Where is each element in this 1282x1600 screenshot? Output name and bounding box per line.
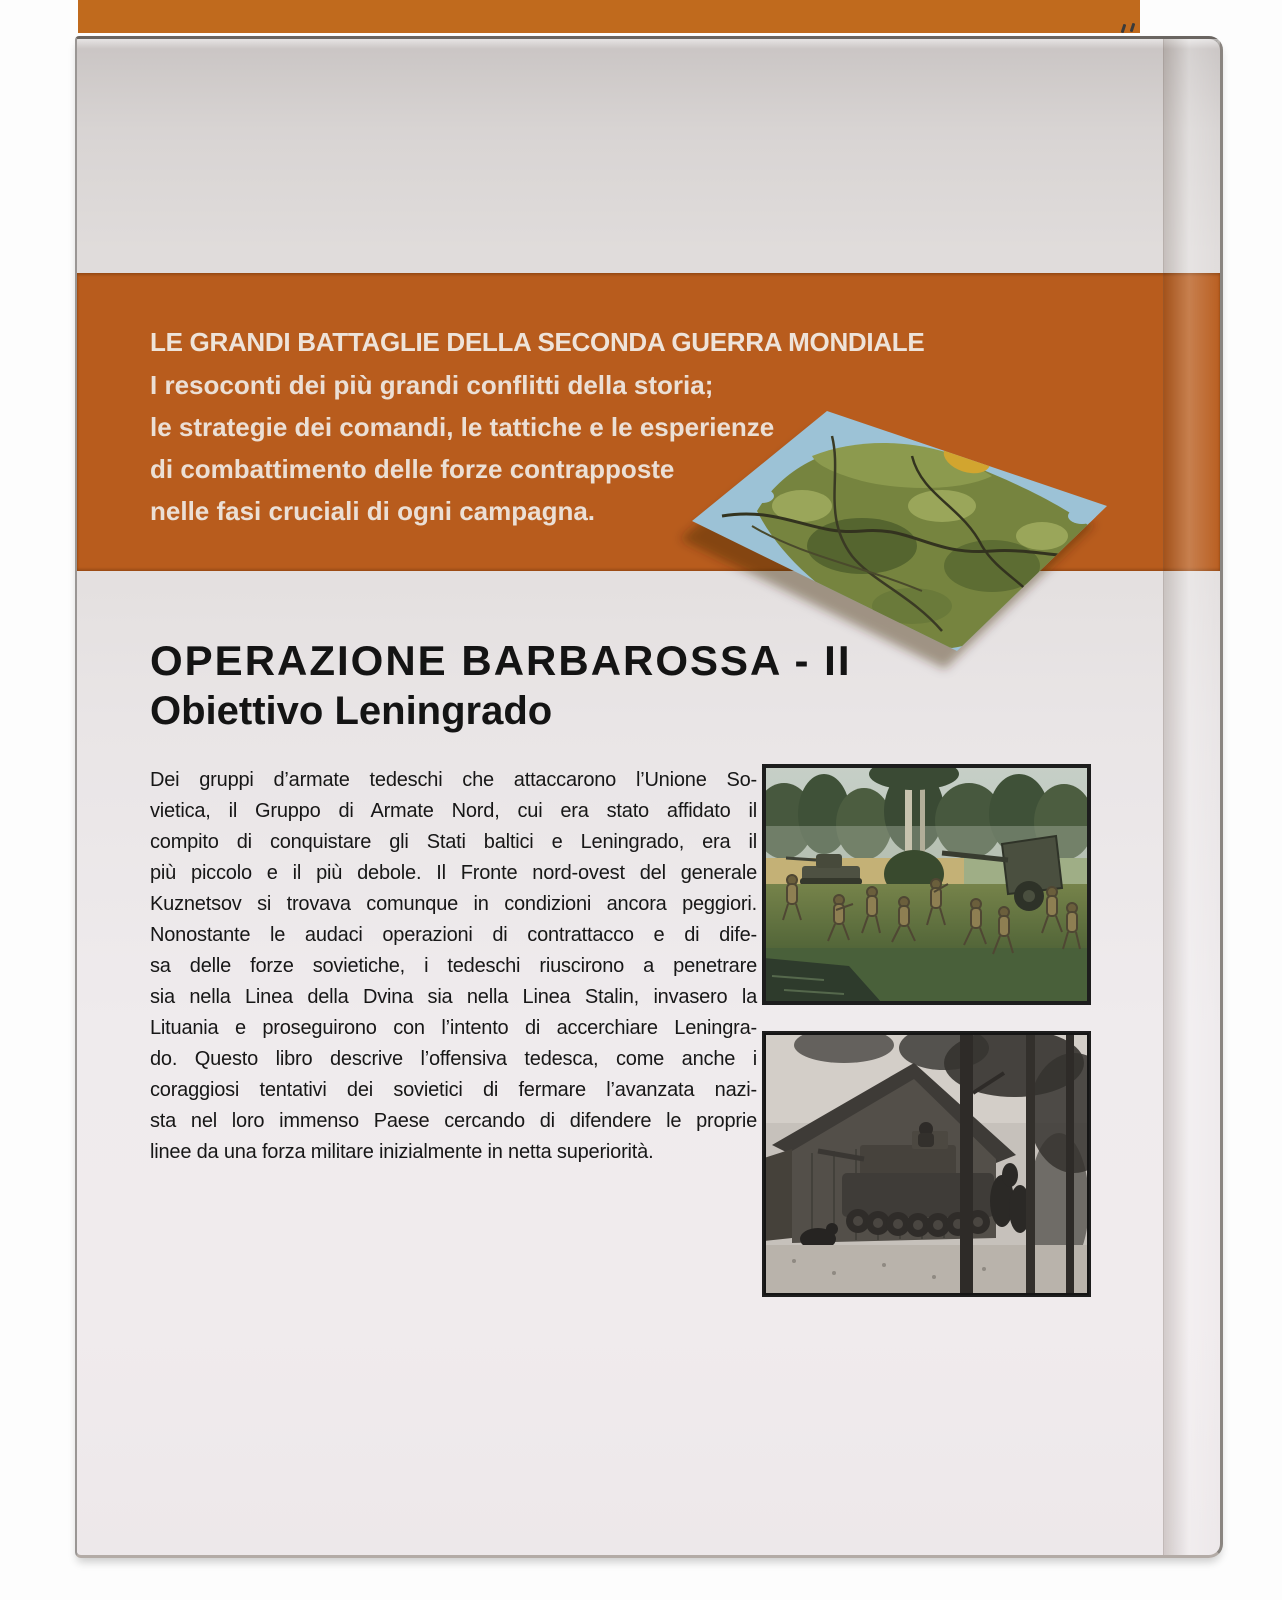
book-back-cover xyxy=(75,36,1223,1558)
tree-trunk xyxy=(1026,1033,1035,1295)
book-title: OPERAZIONE BARBAROSSA - II xyxy=(150,637,852,684)
tank-photograph xyxy=(762,1031,1091,1297)
terrain-map-illustration xyxy=(662,396,1142,696)
blurb-line: sta nel loro immenso Paese cercando di difendere le proprie xyxy=(150,1110,757,1132)
blurb-line: sa delle forze sovietiche, i tedeschi riuscirono a penetrare xyxy=(150,955,757,977)
blurb-line: compito di conquistare gli Stati baltici e Leningrado, era il xyxy=(150,831,757,853)
blurb-line: coraggiosi tentativi dei sovietici di fermare l’avanzata nazi- xyxy=(150,1079,757,1101)
tree-trunk xyxy=(1066,1033,1074,1295)
blurb-line: vietica, il Gruppo di Armate Nord, cui era stato affidato il xyxy=(150,800,757,822)
blurb-line: Dei gruppi d’armate tedeschi che attaccarono l’Unione So- xyxy=(150,769,757,791)
banner-tagline-line: di combattimento delle forze contrapposte xyxy=(150,454,675,484)
banner-tagline-line: I resoconti dei più grandi conflitti della storia; xyxy=(150,370,714,400)
gallery-peek-strip xyxy=(78,0,1140,33)
tree-trunk xyxy=(960,1033,973,1295)
banner-tagline-line: le strategie dei comandi, le tattiche e le esperienze xyxy=(150,412,775,442)
blurb-line: più piccolo e il più debole. Il Fronte nord-ovest del generale xyxy=(150,862,757,884)
blurb-line: Lituania e proseguirono con l’intento di accerchiare Leningra- xyxy=(150,1017,757,1039)
banner-tagline-line: nelle fasi cruciali di ogni campagna. xyxy=(150,496,596,526)
battle-painting xyxy=(762,764,1091,1005)
back-cover-blurb xyxy=(150,765,757,1168)
book-subtitle: Obiettivo Leningrado xyxy=(150,689,553,733)
blurb-line: Kuznetsov si trovava comunque in condizioni ancora peggiori. xyxy=(150,893,757,915)
series-title: LE GRANDI BATTAGLIE DELLA SECONDA GUERRA MONDIALE xyxy=(150,327,925,357)
blurb-line: sia nella Linea della Dvina sia nella Linea Stalin, invasero la xyxy=(150,986,757,1008)
blurb-line: Nonostante le audaci operazioni di contrattacco e di dife- xyxy=(150,924,757,946)
blurb-line: do. Questo libro descrive l’offensiva tedesca, come anche i xyxy=(150,1048,757,1070)
book-spine-edge xyxy=(1163,39,1220,1555)
blurb-line: linee da una forza militare inizialmente in netta superiorità. xyxy=(150,1141,654,1163)
